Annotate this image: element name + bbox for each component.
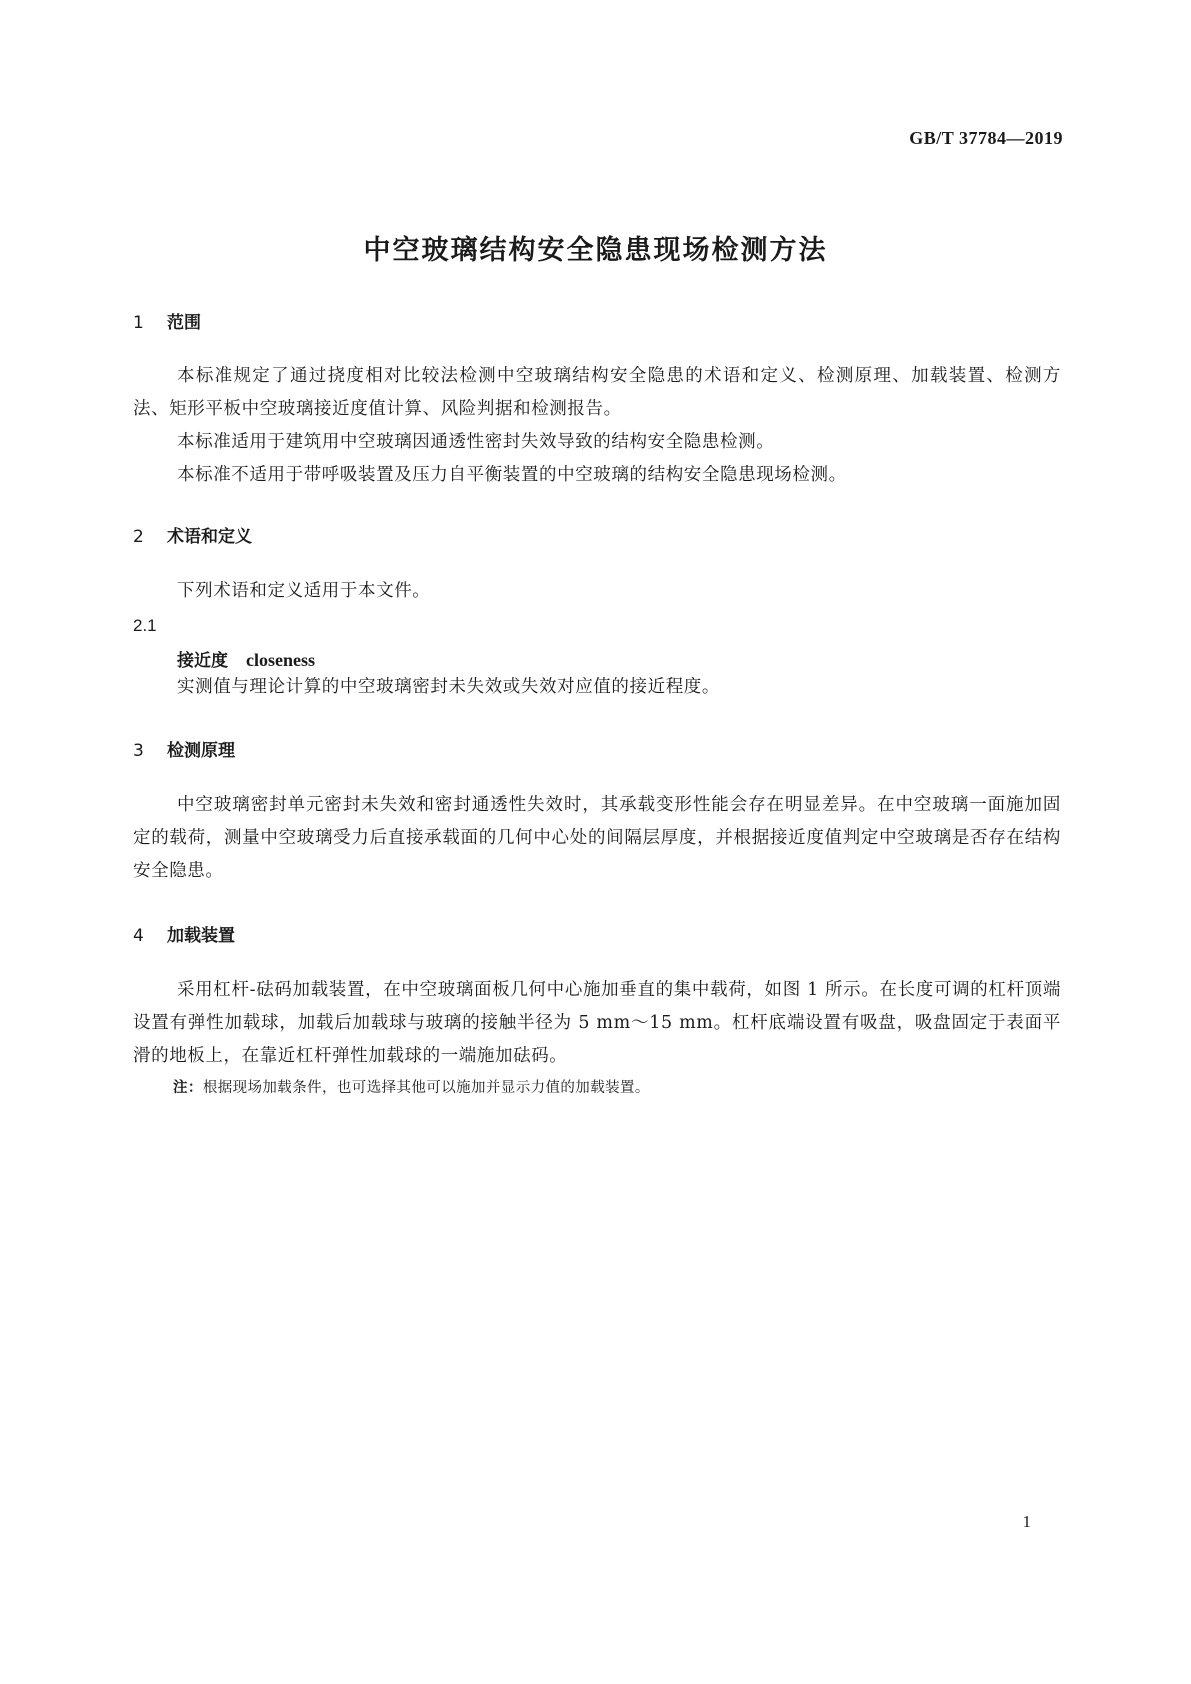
- section-number: 2: [133, 527, 144, 547]
- paragraph: 中空玻璃密封单元密封未失效和密封通透性失效时，其承载变形性能会存在明显差异。在中空玻璃一面施加固定的载荷，测量中空玻璃受力后直接承载面的几何中心处的间隔层厚度，并根据接近度值判定中空玻璃是否存在结构安全隐患。: [133, 795, 1061, 881]
- section-title: 检测原理: [167, 741, 235, 761]
- term-chinese: 接近度: [177, 651, 228, 671]
- term-entry: [177, 646, 315, 671]
- subclause-number: 2.1: [133, 616, 157, 635]
- term-definition: 实测值与理论计算的中空玻璃密封未失效或失效对应值的接近程度。: [177, 677, 720, 697]
- section-number: 3: [133, 741, 144, 761]
- section-3-heading: [133, 736, 235, 761]
- section-title: 范围: [167, 313, 201, 333]
- note: [173, 1076, 650, 1097]
- section-1-heading: [133, 308, 201, 333]
- section-2-heading: [133, 522, 252, 547]
- section-4-heading: [133, 921, 235, 946]
- document-title: 中空玻璃结构安全隐患现场检测方法: [363, 235, 828, 266]
- paragraph: 采用杠杆-砝码加载装置，在中空玻璃面板几何中心施加垂直的集中载荷，如图 1 所示。在长度可调的杠杆顶端设置有弹性加载球，加载后加载球与玻璃的接触半径为 5 mm～15 mm。杠杆底端设置有吸盘，吸盘固定于表面平滑的地板上，在靠近杠杆弹性加载球的一端施加砝码。: [133, 980, 1061, 1066]
- section-title: 加载装置: [167, 926, 235, 946]
- note-label: 注：: [173, 1080, 203, 1096]
- standard-code: GB/T 37784—2019: [909, 128, 1063, 148]
- paragraph: 本标准不适用于带呼吸装置及压力自平衡装置的中空玻璃的结构安全隐患现场检测。: [177, 465, 847, 485]
- section-title: 术语和定义: [167, 527, 252, 547]
- page-number: 1: [1022, 1512, 1031, 1531]
- section-number: 4: [133, 926, 144, 946]
- note-text: 根据现场加载条件，也可选择其他可以施加并显示力值的加载装置。: [202, 1080, 650, 1096]
- term-english: closeness: [246, 650, 315, 670]
- paragraph: 本标准适用于建筑用中空玻璃因通透性密封失效导致的结构安全隐患检测。: [177, 432, 775, 452]
- paragraph: 下列术语和定义适用于本文件。: [177, 581, 431, 601]
- section-number: 1: [133, 313, 144, 333]
- paragraph: 本标准规定了通过挠度相对比较法检测中空玻璃结构安全隐患的术语和定义、检测原理、加载装置、检测方法、矩形平板中空玻璃接近度值计算、风险判据和检测报告。: [133, 366, 1061, 419]
